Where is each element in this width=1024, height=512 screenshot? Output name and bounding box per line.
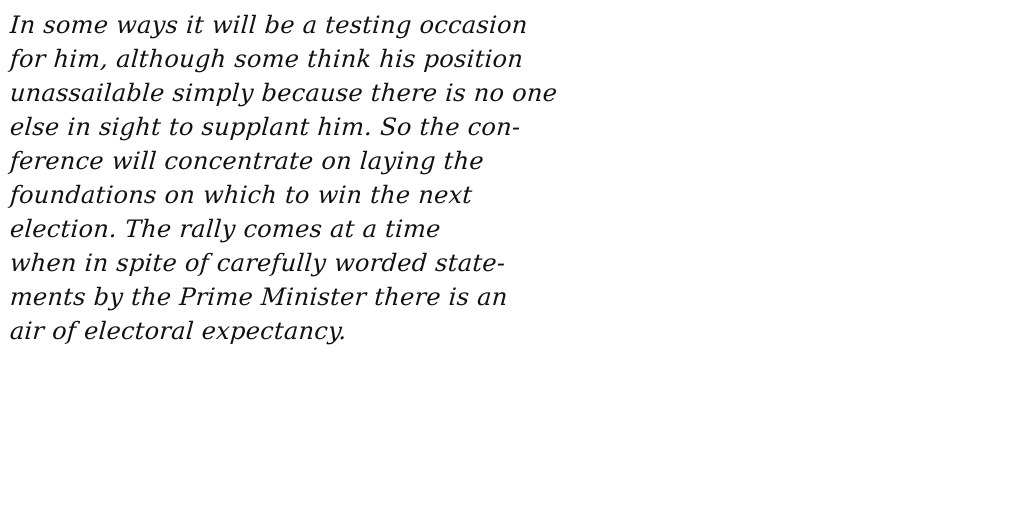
text-line: ments by the Prime Minister there is an bbox=[9, 283, 509, 311]
text-line: unassailable simply because there is no one bbox=[9, 79, 559, 107]
text-line: In some ways it will be a testing occasion bbox=[9, 11, 529, 39]
text-line: when in spite of carefully worded state- bbox=[9, 249, 507, 277]
text-line: election. The rally comes at a time bbox=[9, 215, 442, 243]
text-line: foundations on which to win the next bbox=[9, 181, 474, 209]
text-line: for him, although some think his position bbox=[9, 45, 525, 73]
text-line: ference will concentrate on laying the bbox=[9, 147, 485, 175]
handwritten-text-block bbox=[10, 8, 610, 348]
text-line: air of electoral expectancy. bbox=[9, 317, 348, 345]
text-line: else in sight to supplant him. So the con- bbox=[9, 113, 522, 141]
